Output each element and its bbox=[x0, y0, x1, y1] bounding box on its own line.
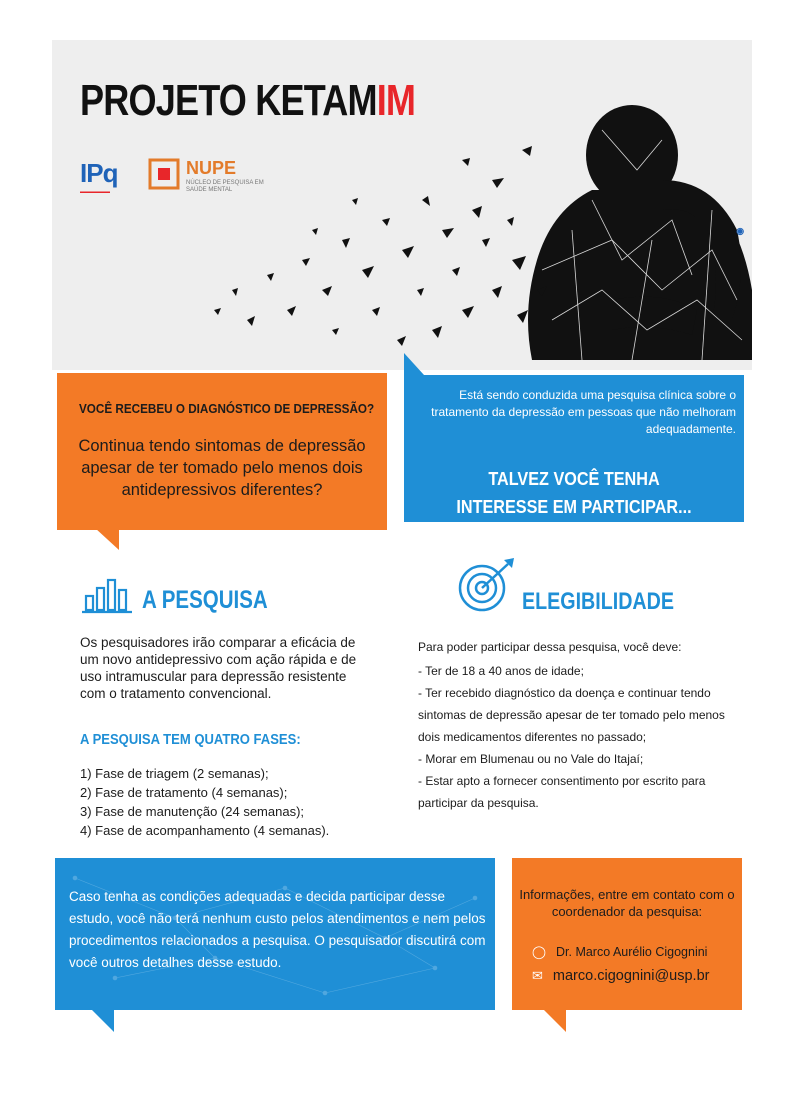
nupe-emblem-icon bbox=[148, 158, 180, 190]
speech-tail bbox=[95, 528, 119, 550]
phases-heading: A PESQUISA TEM QUATRO FASES: bbox=[80, 732, 301, 748]
speech-tail bbox=[90, 1008, 114, 1032]
person-icon: ◯ bbox=[532, 945, 546, 959]
contact-title: Informações, entre em contato com o coordenador da pesquisa: bbox=[519, 887, 735, 919]
list-item: - Ter de 18 a 40 anos de idade; bbox=[418, 664, 584, 678]
bar-chart-icon bbox=[82, 576, 132, 614]
list-item: 4) Fase de acompanhamento (4 semanas). bbox=[80, 823, 330, 838]
list-item: - Ter recebido diagnóstico da doença e continuar tendo sintomas de depressão apesar de ter tomado pelo menos dois medicamentos diferentes no passado; bbox=[418, 686, 725, 744]
ipq-logo-underline: ▬▬▬▬▬▬ bbox=[80, 189, 110, 195]
speech-tail bbox=[542, 1008, 566, 1032]
list-item: 3) Fase de manutenção (24 semanas); bbox=[80, 804, 305, 819]
research-box bbox=[404, 375, 744, 522]
contact-email-row[interactable]: ✉ marco.cigognini@usp.br bbox=[532, 968, 710, 984]
phases-list bbox=[80, 764, 329, 840]
list-item: 2) Fase de tratamento (4 semanas); bbox=[80, 785, 288, 800]
research-box-cta: TALVEZ VOCÊ TENHA INTERESSE EM PARTICIPAR... bbox=[456, 469, 692, 517]
pesquisa-text: Os pesquisadores irão comparar a eficácia de um novo antidepressivo com ação rápida e de uso intramuscular para depressão resistente com o tratamento convencional. bbox=[80, 635, 357, 701]
mail-icon: ✉ bbox=[532, 968, 543, 983]
page-title: PROJETO KETAMIM bbox=[80, 76, 416, 125]
poster bbox=[52, 40, 752, 1060]
side-mark: ◉ bbox=[734, 227, 745, 236]
elegibilidade-heading: ELEGIBILIDADE bbox=[522, 588, 674, 615]
research-box-intro: Está sendo conduzida uma pesquisa clínica sobre o tratamento da depressão em pessoas que não melhoram adequadamente. bbox=[431, 388, 736, 436]
hero-banner bbox=[52, 40, 752, 370]
pesquisa-heading: A PESQUISA bbox=[142, 586, 268, 614]
list-item: 1) Fase de triagem (2 semanas); bbox=[80, 766, 269, 781]
speech-tail bbox=[404, 353, 424, 377]
participation-text: Caso tenha as condições adequadas e decida participar desse estudo, você não terá nenhum custo pelos atendimentos e nem pelos procedimentos relacionados a pesquisa. O pesquisador discutirá com você outros detalhes desse estudo. bbox=[69, 889, 486, 970]
participation-box bbox=[55, 858, 495, 1010]
question-box-title: VOCÊ RECEBEU O DIAGNÓSTICO DE DEPRESSÃO? bbox=[79, 401, 375, 416]
contact-name-row: ◯ Dr. Marco Aurélio Cigognini bbox=[532, 945, 708, 959]
elegibilidade-intro: Para poder participar dessa pesquisa, você deve: bbox=[418, 640, 682, 654]
elegibilidade-list bbox=[418, 660, 748, 814]
target-icon bbox=[456, 556, 516, 616]
question-box bbox=[57, 373, 387, 530]
ipq-logo: IPq ▬▬▬▬▬▬ bbox=[80, 158, 128, 198]
question-box-body: Continua tendo sintomas de depressão apesar de ter tomado pelo menos dois antidepressivos diferentes? bbox=[78, 437, 366, 499]
contact-box bbox=[512, 858, 742, 1010]
list-item: - Morar em Blumenau ou no Vale do Itajaí; bbox=[418, 752, 644, 766]
nupe-logo: NUPE NÚCLEO DE PESQUISA EM SAÚDE MENTAL bbox=[148, 158, 180, 195]
list-item: - Estar apto a fornecer consentimento por escrito para participar da pesquisa. bbox=[418, 774, 706, 810]
